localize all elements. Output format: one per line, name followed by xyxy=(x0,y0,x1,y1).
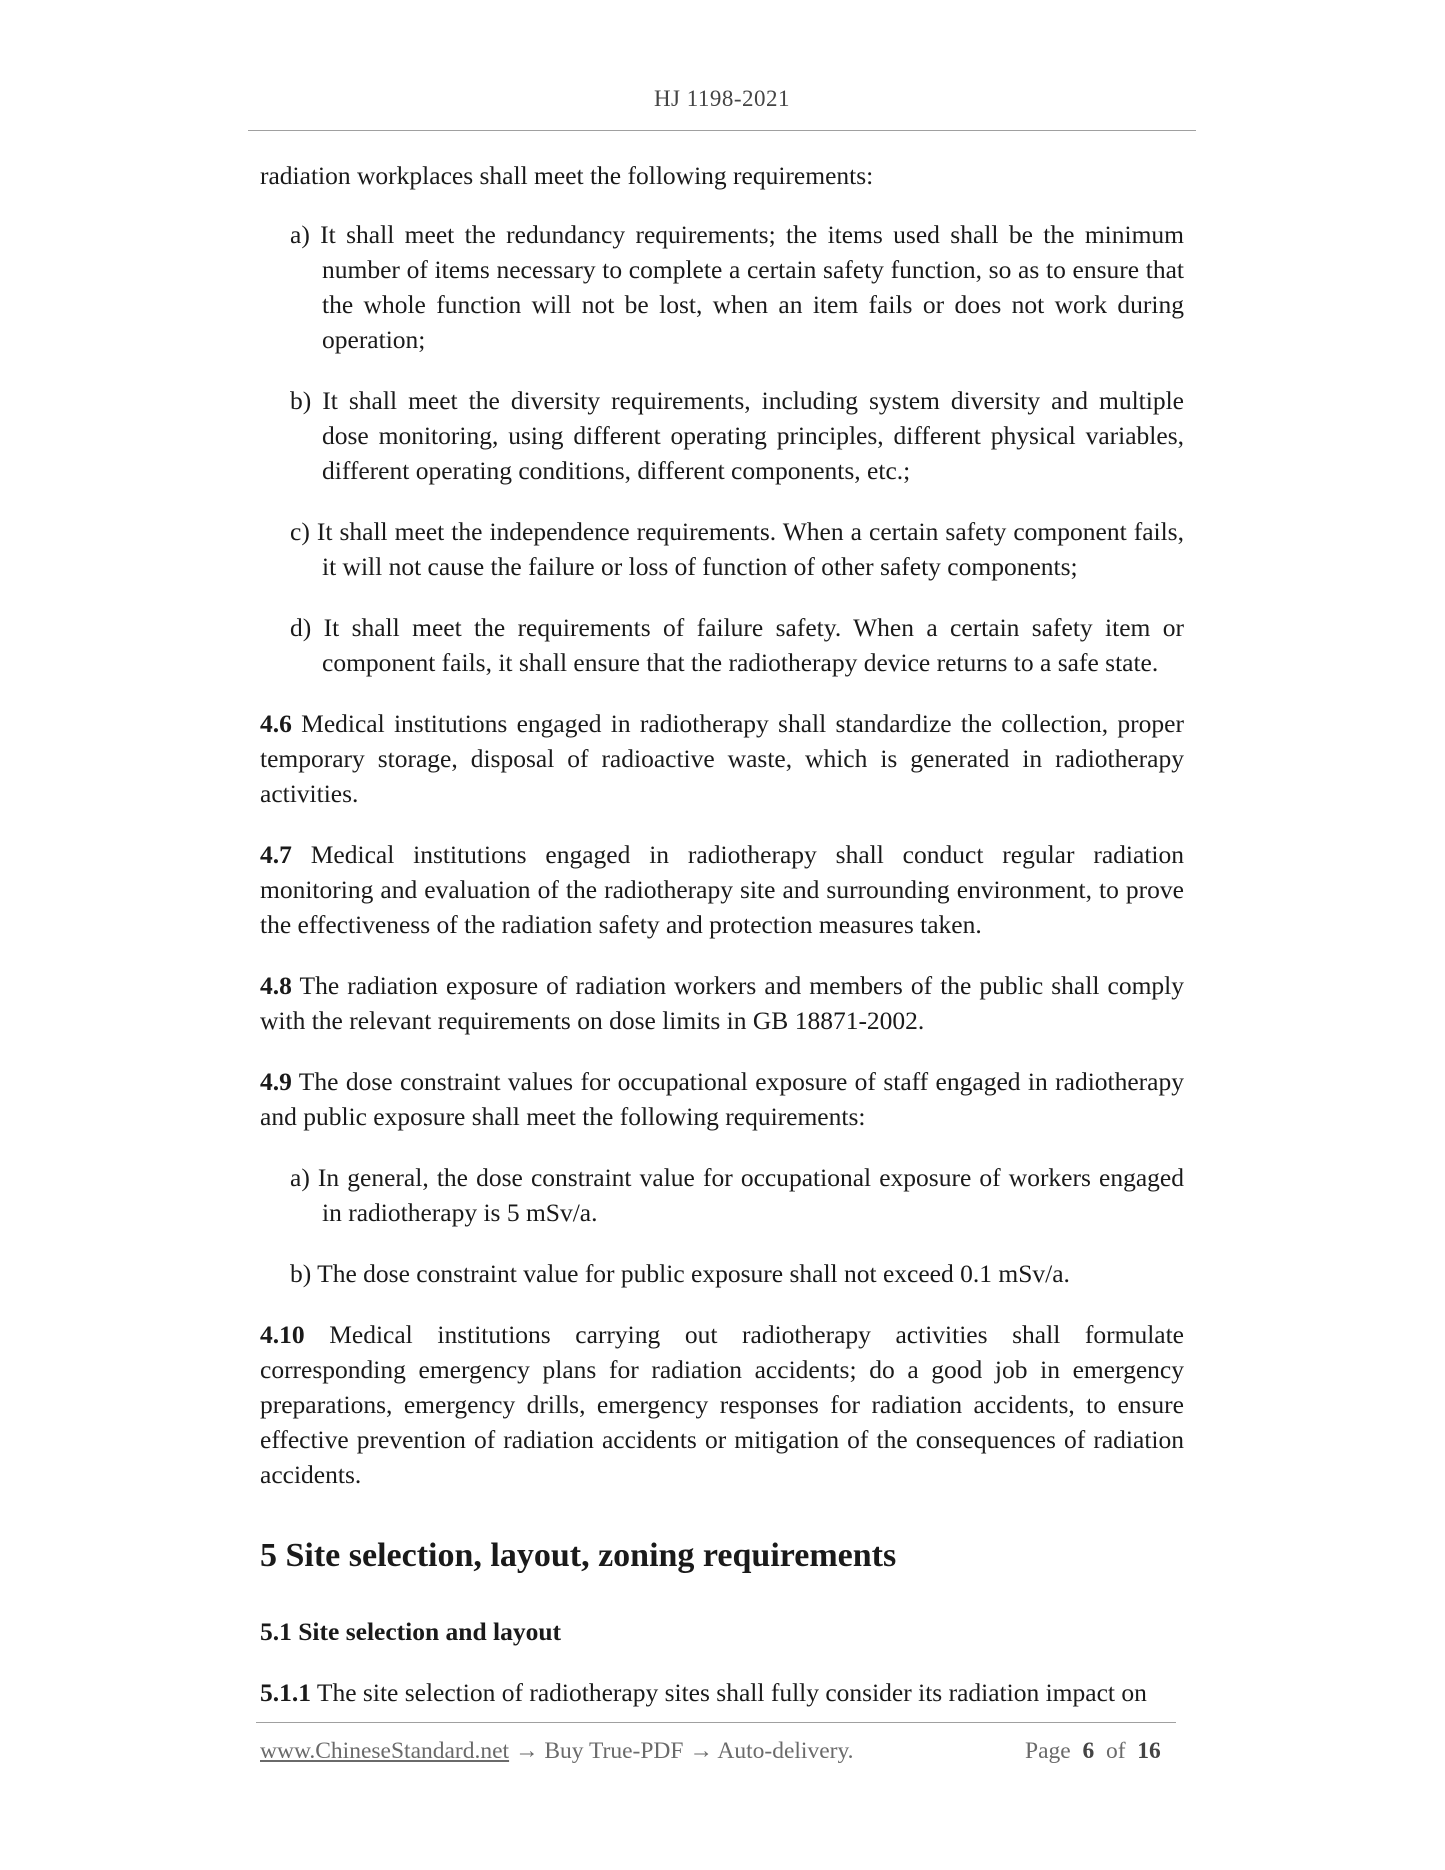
list-item-public-dose: b) The dose constraint value for public exposure shall not exceed 0.1 mSv/a. xyxy=(290,1259,1070,1288)
current-page: 6 xyxy=(1082,1738,1095,1764)
clause-number: 4.7 xyxy=(260,840,292,869)
clause-text: Medical institutions engaged in radiotherapy shall standardize the collection, proper temporary storage, disposal of radioactive waste, which is generated in radiotherapy activities. xyxy=(260,709,1184,808)
clause-number: 5.1.1 xyxy=(260,1678,311,1707)
clause-4-6 xyxy=(260,706,1184,811)
list-item-diversity: b) It shall meet the diversity requirements, including system diversity and multiple dose monitoring, using different operating principles, different physical variables, different operating conditions, different components, etc.; xyxy=(290,386,1184,485)
clause-number: 4.8 xyxy=(260,971,292,1000)
clause-number: 4.6 xyxy=(260,709,292,738)
list-item-independence: c) It shall meet the independence requirements. When a certain safety component fails, it will not cause the failure or loss of function of other safety components; xyxy=(290,517,1184,581)
document-body xyxy=(260,158,1184,1736)
clause-5-1-1 xyxy=(260,1675,1184,1710)
promo-text: → Buy True-PDF → Auto-delivery. xyxy=(509,1738,854,1764)
page-counter xyxy=(1025,1738,1161,1765)
clause-4-8 xyxy=(260,968,1184,1038)
clause-text: The radiation exposure of radiation workers and members of the public shall comply with the relevant requirements on dose limits in GB 18871-2002. xyxy=(260,971,1184,1035)
clause-4-9 xyxy=(260,1064,1184,1134)
clause-number: 4.10 xyxy=(260,1320,305,1349)
website-link[interactable]: www.ChineseStandard.net xyxy=(260,1738,510,1764)
clause-4-10 xyxy=(260,1317,1184,1492)
running-header: HJ 1198-2021 xyxy=(653,86,791,111)
page-label: Page xyxy=(1025,1738,1071,1764)
intro-paragraph: radiation workplaces shall meet the following requirements: xyxy=(260,161,874,190)
list-item-redundancy: a) It shall meet the redundancy requirements; the items used shall be the minimum number of items necessary to complete a certain safety function, so as to ensure that the whole function will not be lost, when an item fails or does not work during operation; xyxy=(290,220,1184,354)
header-divider xyxy=(248,130,1196,131)
clause-4-7 xyxy=(260,837,1184,942)
footer-divider xyxy=(256,1722,1176,1723)
list-item-failure-safety: d) It shall meet the requirements of failure safety. When a certain safety item or component fails, it shall ensure that the radiotherapy device returns to a safe state. xyxy=(290,613,1184,677)
footer-promo xyxy=(260,1738,854,1765)
section-5-heading: 5 Site selection, layout, zoning requirements xyxy=(260,1537,897,1574)
of-label: of xyxy=(1105,1738,1126,1764)
section-5-1-heading: 5.1 Site selection and layout xyxy=(260,1617,562,1646)
clause-text: Medical institutions carrying out radiotherapy activities shall formulate corresponding emergency plans for radiation accidents; do a good job in emergency preparations, emergency drills, emergency responses for radiation accidents, to ensure effective prevention of radiation accidents or mitigation of the consequences of radiation accidents. xyxy=(260,1320,1184,1489)
clause-text: Medical institutions engaged in radiotherapy shall conduct regular radiation monitoring and evaluation of the radiotherapy site and surrounding environment, to prove the effectiveness of the radiation safety and protection measures taken. xyxy=(260,840,1184,939)
total-pages: 16 xyxy=(1137,1738,1161,1764)
clause-text: The dose constraint values for occupational exposure of staff engaged in radiotherapy and public exposure shall meet the following requirements: xyxy=(260,1067,1184,1131)
clause-number: 4.9 xyxy=(260,1067,292,1096)
clause-text: The site selection of radiotherapy sites shall fully consider its radiation impact on xyxy=(311,1678,1147,1707)
list-item-occupational-dose: a) In general, the dose constraint value for occupational exposure of workers engaged in radiotherapy is 5 mSv/a. xyxy=(290,1163,1184,1227)
